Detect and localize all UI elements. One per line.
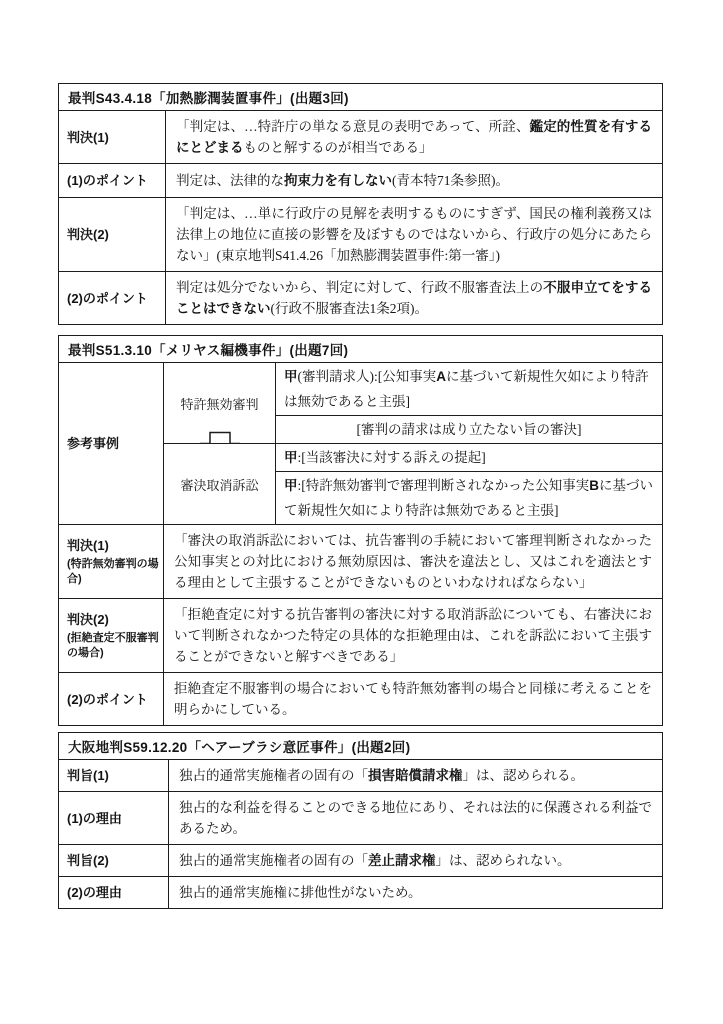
row-text-hanketsu2: 「判定は、…単に行政庁の見解を表明するものにすぎず、国民の権利義務又は法律上の地位に直接の影響を及ぼすものではないから、行政庁の処分にあたらない」(東京地判S41.4.26「加熱膨潤装置事件:第一審」) — [166, 198, 663, 272]
row-text-hanketsu1: 「判定は、…特許庁の単なる意見の表明であって、所詮、鑑定的性質を有するにとどまるものと解するのが相当である」 — [166, 111, 663, 164]
row-label-main: 判決(1) — [67, 537, 109, 553]
row-label-main: 判決(2) — [67, 611, 109, 627]
row-text-hanketsu2-t2: 「拒絶査定に対する抗告審判の審決に対する取消訴訟についても、右審決において判断されなかつた特定の具体的な拒絶理由は、これを訴訟において主張することができないと解すべきである」 — [164, 599, 663, 673]
case-title-meriyasu-amiki: 最判S51.3.10「メリヤス編機事件」(出題7回) — [59, 336, 663, 363]
row-label-hanketsu1-t2 — [59, 525, 164, 599]
row-text-riyu1: 独占的な利益を得ることのできる地位にあり、それは法的に保護される利益であるため。 — [169, 792, 663, 845]
row-text-point2: 判定は処分でないから、判定に対して、行政不服審査法上の不服申立てをすることはできない(行政不服審査法1条2項)。 — [166, 272, 663, 325]
row-text-hanketsu1-t2: 「審決の取消訴訟においては、抗告審判の手続において審理判断されなかった公知事実との対比における無効原因は、審決を違法とし、又はこれを適法とする理由として主張することができないものといわなければならない」 — [164, 525, 663, 599]
stage-patent-invalidation-trial — [164, 363, 276, 444]
row-label-riyu2: (2)の理由 — [59, 877, 169, 909]
stage-label-suit: 審決取消訴訟 — [180, 477, 259, 493]
row-text-riyu2: 独占的通常実施権に排他性がないため。 — [169, 877, 663, 909]
row-text-hanshi2: 独占的通常実施権者の固有の「差止請求権」は、認められない。 — [169, 845, 663, 877]
hollow-down-arrow-icon — [200, 431, 240, 443]
row-label-hanshi1: 判旨(1) — [59, 760, 169, 792]
case-table-hairbrush-isho — [58, 732, 663, 909]
row-label-note: (拒絶査定不服審判の場合) — [67, 631, 159, 659]
event-filing-suit: 甲:[当該審決に対する訴えの提起] — [276, 444, 663, 472]
event-trial-decision: [審判の請求は成り立たない旨の審決] — [276, 416, 663, 444]
row-label-riyu1: (1)の理由 — [59, 792, 169, 845]
row-label-sanko-jirei: 参考事例 — [59, 363, 164, 525]
row-label-hanshi2: 判旨(2) — [59, 845, 169, 877]
event-claim-b: 甲:[特許無効審判で審理判断されなかった公知事実Bに基づいて新規性欠如により特許は無効であると主張] — [276, 472, 663, 525]
row-label-hanketsu2: 判決(2) — [59, 198, 166, 272]
event-claim-a: 甲(審判請求人):[公知事実Aに基づいて新規性欠如により特許は無効であると主張] — [276, 363, 663, 416]
row-label-point2: (2)のポイント — [59, 272, 166, 325]
row-label-point2-t2: (2)のポイント — [59, 673, 164, 726]
case-title-kanetsu-bojun: 最判S43.4.18「加熱膨潤装置事件」(出題3回) — [59, 84, 663, 111]
row-label-note: (特許無効審判の場合) — [67, 557, 159, 585]
row-text-point2-t2: 拒絶査定不服審判の場合においても特許無効審判の場合と同様に考えることを明らかにしている。 — [164, 673, 663, 726]
stage-label-trial: 特許無効審判 — [180, 396, 259, 412]
row-text-point1: 判定は、法律的な拘束力を有しない(青本特71条参照)。 — [166, 164, 663, 198]
row-label-point1: (1)のポイント — [59, 164, 166, 198]
case-table-meriyasu-amiki — [58, 335, 663, 726]
stage-decision-revocation-suit — [164, 444, 276, 525]
row-label-hanketsu2-t2 — [59, 599, 164, 673]
row-label-hanketsu1: 判決(1) — [59, 111, 166, 164]
case-table-kanetsu-bojun — [58, 83, 663, 325]
row-text-hanshi1: 独占的通常実施権者の固有の「損害賠償請求権」は、認められる。 — [169, 760, 663, 792]
case-title-hairbrush-isho: 大阪地判S59.12.20「ヘアーブラシ意匠事件」(出題2回) — [59, 733, 663, 760]
